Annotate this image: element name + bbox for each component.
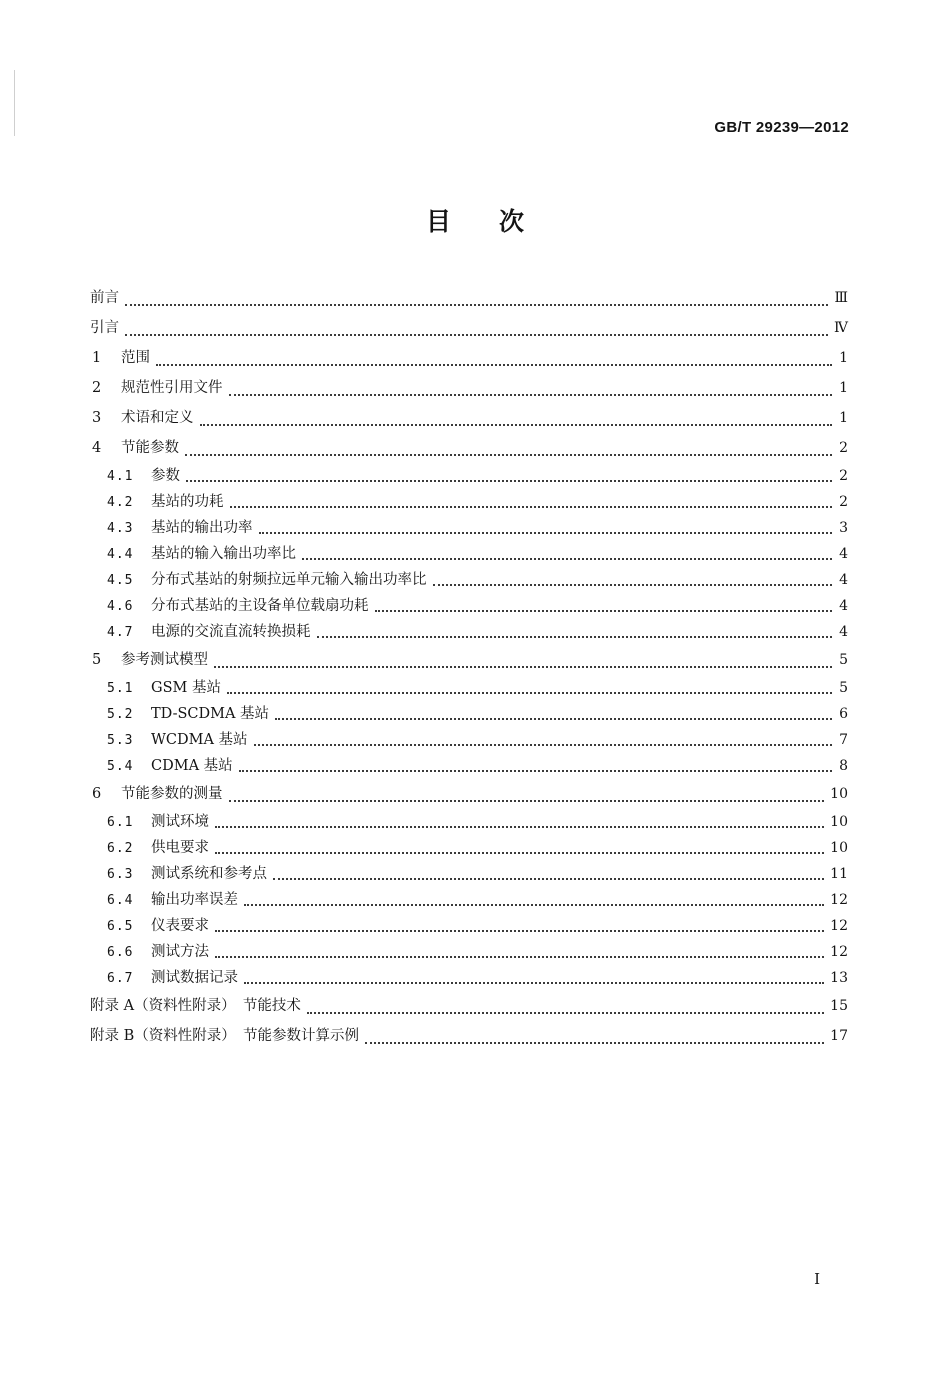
toc-entry-label: 测试系统和参考点 — [151, 866, 267, 882]
toc-entry-number: 4.6 — [107, 599, 134, 614]
toc-dot-leader — [244, 982, 824, 984]
toc-entry-page: 4 — [839, 546, 848, 562]
toc-dot-leader — [215, 956, 824, 958]
toc-entry-label: 测试数据记录 — [151, 970, 238, 986]
page-title: 目次 — [425, 207, 572, 236]
toc-entry-number: 6.7 — [107, 971, 134, 986]
toc-entry — [90, 515, 848, 541]
toc-entry-number: 4.1 — [107, 469, 134, 484]
toc-dot-leader — [375, 610, 833, 612]
toc-dot-leader — [229, 394, 833, 396]
toc-entry-number: 3 — [92, 410, 102, 426]
toc-entry-page: 11 — [830, 866, 848, 882]
toc-entry-number: 4.7 — [107, 625, 134, 640]
toc-entry-number: 4.4 — [107, 547, 134, 562]
toc-entry-label: TD-SCDMA 基站 — [151, 706, 270, 722]
toc-entry-number: 6.2 — [107, 841, 134, 856]
toc-entry-label: 仪表要求 — [151, 918, 209, 934]
toc-entry-number: 6.1 — [107, 815, 134, 830]
toc-entry-page: 12 — [830, 944, 848, 960]
toc-dot-leader — [254, 744, 832, 746]
toc-dot-leader — [433, 584, 833, 586]
toc-dot-leader — [275, 718, 832, 720]
toc-entry — [90, 939, 848, 965]
toc-entry-page: 2 — [839, 468, 848, 484]
toc-entry-number: 6 — [92, 786, 102, 802]
toc-dot-leader — [200, 424, 833, 426]
toc-entry-number: 4 — [92, 440, 102, 456]
toc-entry-number: 2 — [92, 380, 102, 396]
toc-entry — [90, 489, 848, 515]
page-number: I — [814, 1270, 820, 1288]
toc-dot-leader — [125, 304, 828, 306]
toc-entry-number: 5.4 — [107, 759, 134, 774]
toc-entry — [90, 887, 848, 913]
toc-dot-leader — [156, 364, 832, 366]
toc-entry — [90, 809, 848, 835]
toc-dot-leader — [215, 930, 824, 932]
toc-entry — [90, 835, 848, 861]
toc-entry-number: 5.1 — [107, 681, 134, 696]
toc-entry-page: Ⅲ — [834, 290, 848, 306]
toc-dot-leader — [125, 334, 828, 336]
toc-entry-page: 12 — [830, 918, 848, 934]
toc-entry-label: 节能参数的测量 — [121, 786, 223, 802]
toc-entry — [90, 433, 848, 463]
toc-entry — [90, 861, 848, 887]
toc-entry-page: 10 — [830, 840, 848, 856]
toc-entry-number: 5 — [92, 652, 102, 668]
toc-entry-page: 8 — [839, 758, 848, 774]
toc-entry-label: 电源的交流直流转换损耗 — [151, 624, 311, 640]
toc-entry-number: 5.3 — [107, 733, 134, 748]
toc-entry-number: 4.5 — [107, 573, 134, 588]
toc-entry-label: 基站的输入输出功率比 — [151, 546, 296, 562]
toc-entry-page: 2 — [839, 440, 848, 456]
toc-entry-label: 输出功率误差 — [151, 892, 238, 908]
toc-entry-label: CDMA 基站 — [151, 758, 233, 774]
toc-dot-leader — [307, 1012, 824, 1014]
toc-entry-label: 分布式基站的射频拉远单元输入输出功率比 — [151, 572, 427, 588]
toc-entry — [90, 373, 848, 403]
toc-dot-leader — [244, 904, 824, 906]
toc-entry-number: 6.4 — [107, 893, 134, 908]
toc-entry-page: 4 — [839, 598, 848, 614]
scan-margin-mark — [14, 70, 15, 136]
toc-entry — [90, 619, 848, 645]
toc-dot-leader — [230, 506, 833, 508]
toc-entry-label: 分布式基站的主设备单位载扇功耗 — [151, 598, 369, 614]
toc-entry-page: 12 — [830, 892, 848, 908]
toc-entry-label: 测试方法 — [151, 944, 209, 960]
toc-dot-leader — [229, 800, 825, 802]
toc-entry — [90, 1021, 848, 1051]
toc-dot-leader — [302, 558, 832, 560]
toc-entry — [90, 965, 848, 991]
toc-entry-label: 基站的输出功率 — [151, 520, 253, 536]
toc-entry-number: 6.5 — [107, 919, 134, 934]
toc-entry-label: 规范性引用文件 — [121, 380, 223, 396]
toc-entry-label: 参考测试模型 — [121, 652, 208, 668]
toc-entry-label: 术语和定义 — [121, 410, 194, 426]
toc-entry-number: 6.6 — [107, 945, 134, 960]
toc-dot-leader — [214, 666, 832, 668]
toc-entry-label: 范围 — [121, 350, 150, 366]
toc-entry-label: 引言 — [90, 320, 119, 336]
toc-entry-page: 3 — [839, 520, 848, 536]
toc-entry-page: 17 — [830, 1028, 848, 1044]
toc-entry-page: 13 — [830, 970, 848, 986]
toc-dot-leader — [273, 878, 824, 880]
toc-entry-page: 5 — [839, 680, 848, 696]
toc-entry — [90, 645, 848, 675]
toc-entry-page: 5 — [839, 652, 848, 668]
toc-entry — [90, 567, 848, 593]
toc-entry-label: 基站的功耗 — [151, 494, 224, 510]
toc-entry — [90, 313, 848, 343]
toc-entry-label: 前言 — [90, 290, 119, 306]
toc-dot-leader — [185, 454, 832, 456]
toc-dot-leader — [215, 852, 824, 854]
toc-entry — [90, 991, 848, 1021]
toc-dot-leader — [365, 1042, 824, 1044]
toc-entry-page: 1 — [839, 350, 848, 366]
toc-dot-leader — [317, 636, 833, 638]
toc-entry-label: 供电要求 — [151, 840, 209, 856]
toc-dot-leader — [227, 692, 832, 694]
toc-entry-page: 7 — [839, 732, 848, 748]
toc-entry-page: 1 — [839, 380, 848, 396]
toc-entry-page: 6 — [839, 706, 848, 722]
toc-entry — [90, 779, 848, 809]
toc-entry-label: 附录 A（资料性附录） 节能技术 — [90, 998, 301, 1014]
toc-entry — [90, 701, 848, 727]
toc-entry-page: 1 — [839, 410, 848, 426]
toc-dot-leader — [215, 826, 824, 828]
toc-entry-page: Ⅳ — [834, 320, 848, 336]
toc-entry-label: 参数 — [151, 468, 180, 484]
toc-entry — [90, 343, 848, 373]
toc-entry — [90, 463, 848, 489]
toc-entry-page: 10 — [830, 786, 848, 802]
toc-entry-number: 4.3 — [107, 521, 134, 536]
toc-entry-number: 6.3 — [107, 867, 134, 882]
toc-entry-page: 15 — [830, 998, 848, 1014]
toc-entry — [90, 753, 848, 779]
toc-entry — [90, 593, 848, 619]
toc-entry — [90, 403, 848, 433]
toc-entry — [90, 675, 848, 701]
toc-entry-page: 4 — [839, 572, 848, 588]
toc-entry-label: GSM 基站 — [151, 680, 221, 696]
toc-entry-number: 4.2 — [107, 495, 134, 510]
table-of-contents — [90, 283, 848, 1051]
toc-entry-page: 2 — [839, 494, 848, 510]
toc-entry-number: 5.2 — [107, 707, 134, 722]
toc-entry — [90, 283, 848, 313]
toc-dot-leader — [186, 480, 832, 482]
toc-entry — [90, 541, 848, 567]
toc-entry — [90, 727, 848, 753]
toc-entry-number: 1 — [92, 350, 102, 366]
standard-code: GB/T 29239—2012 — [714, 119, 849, 136]
toc-entry-page: 4 — [839, 624, 848, 640]
toc-dot-leader — [239, 770, 832, 772]
toc-entry-label: 测试环境 — [151, 814, 209, 830]
toc-entry-label: 节能参数 — [121, 440, 179, 456]
toc-dot-leader — [259, 532, 833, 534]
toc-entry-label: WCDMA 基站 — [151, 732, 248, 748]
toc-entry — [90, 913, 848, 939]
toc-entry-label: 附录 B（资料性附录） 节能参数计算示例 — [90, 1028, 360, 1044]
toc-entry-page: 10 — [830, 814, 848, 830]
